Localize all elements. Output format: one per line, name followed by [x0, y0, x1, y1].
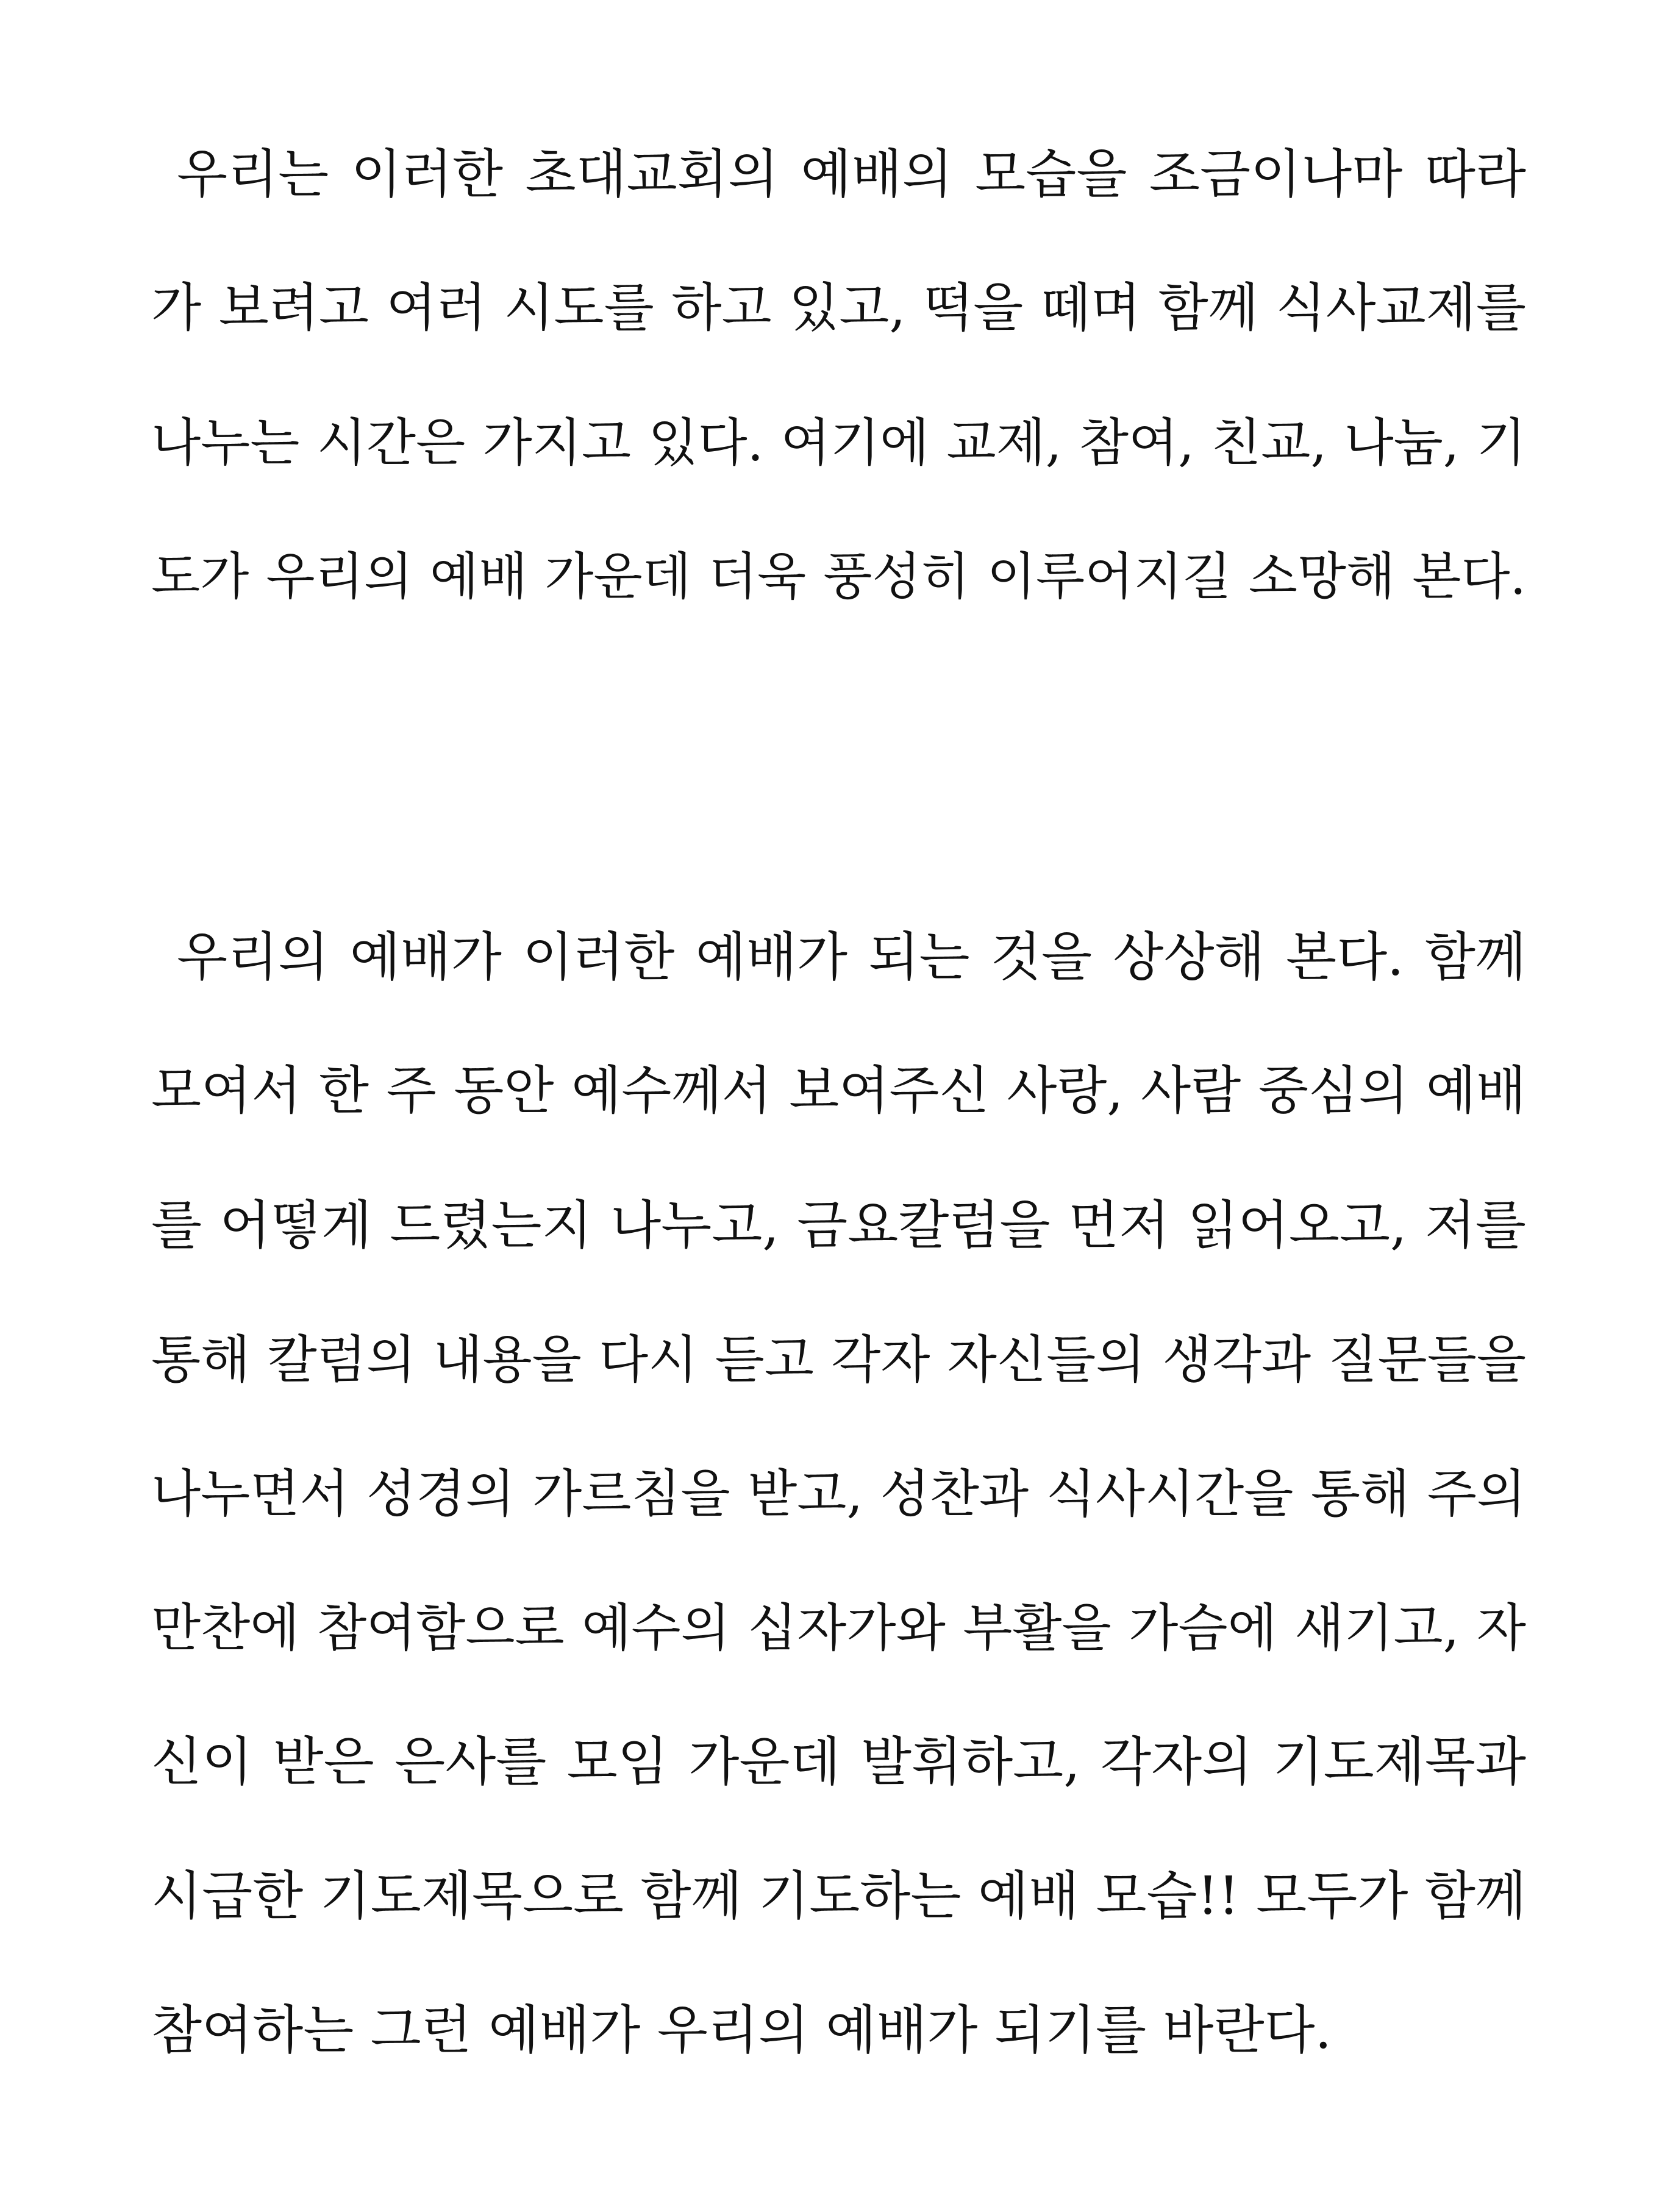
text-line: 를 어떻게 드렸는지 나누고, 금요칼럼을 먼저 읽어오고, 저를 — [151, 1195, 1526, 1256]
text-line: 나누는 시간은 가지고 있다. 여기에 교제, 참여, 친교, 나눔, 기 — [151, 413, 1526, 473]
text-line: 나누면서 성경의 가르침을 받고, 성찬과 식사시간을 통해 주의 — [151, 1464, 1526, 1524]
text-line: 우리의 예배가 이러한 예배가 되는 것을 상상해 본다. 함께 — [177, 927, 1526, 988]
text-line: 모여서 한 주 동안 예수께서 보여주신 사랑, 사람 중심의 예배 — [151, 1061, 1526, 1121]
text-line: 만찬에 참여함으로 예수의 십자가와 부활을 가슴에 새기고, 자 — [151, 1598, 1526, 1658]
text-line: 도가 우리의 예배 가운데 더욱 풍성히 이루어지길 소망해 본다. — [151, 547, 1526, 606]
text-line: 통해 칼럼의 내용을 다시 듣고 각자 자신들의 생각과 질문들을 — [151, 1330, 1526, 1390]
text-line: 우리는 이러한 초대교회의 예배의 모습을 조금이나마 따라 — [177, 144, 1526, 205]
text-line: 시급한 기도제목으로 함께 기도하는 예배 모습!! 모두가 함께 — [151, 1866, 1526, 1927]
text-line: 참여하는 그런 예배가 우리의 예배가 되기를 바란다. — [151, 2000, 1332, 2061]
text-line: 신이 받은 은사를 모임 가운데 발휘하고, 각자의 기도제목과 — [151, 1732, 1526, 1793]
text-line: 가 보려고 여러 시도를 하고 있고, 떡을 떼며 함께 식사교제를 — [151, 278, 1526, 338]
